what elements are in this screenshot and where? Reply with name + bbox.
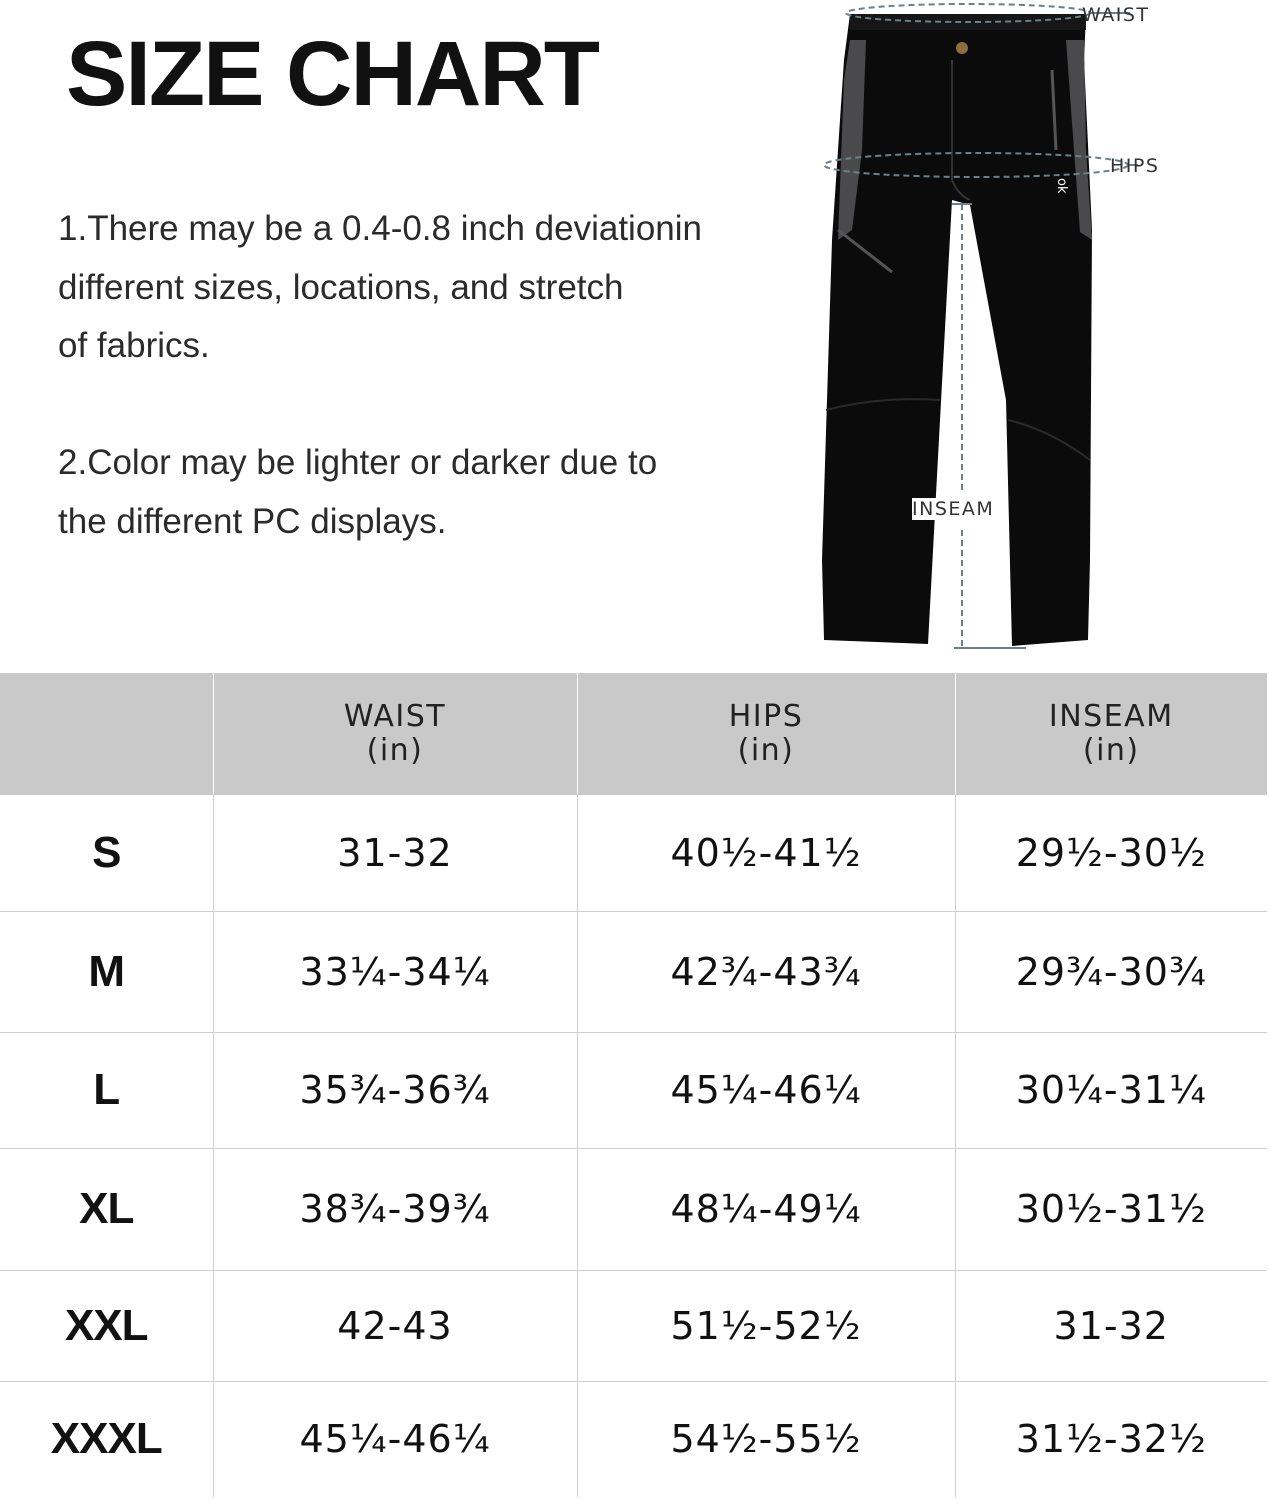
column-name: HIPS (728, 699, 804, 734)
inseam-cell: 31½-32½ (955, 1381, 1267, 1497)
waist-label: WAIST (1082, 4, 1150, 26)
size-notes (58, 200, 758, 551)
waist-cell: 45¼-46¼ (213, 1381, 577, 1497)
column-unit: (in) (1082, 733, 1140, 768)
waist-cell: 33¼-34¼ (213, 911, 577, 1032)
note-line: 1.There may be a 0.4-0.8 inch deviationin (58, 209, 702, 248)
hips-cell: 51½-52½ (577, 1270, 955, 1381)
page-title: SIZE CHART (66, 23, 598, 125)
hips-cell: 54½-55½ (577, 1381, 955, 1497)
inseam-cell: 31-32 (955, 1270, 1267, 1381)
button-icon (956, 42, 968, 54)
note-line: 2.Color may be lighter or darker due to (58, 443, 658, 482)
pants-measurement-diagram (780, 0, 1220, 660)
size-cell: M (0, 911, 213, 1032)
waist-cell: 35¾-36¾ (213, 1032, 577, 1148)
table-row (0, 911, 1267, 1032)
column-name: WAIST (343, 699, 447, 734)
hips-cell: 40½-41½ (577, 795, 955, 911)
column-unit: (in) (737, 733, 795, 768)
note-1 (58, 200, 758, 376)
size-column-header (0, 673, 213, 795)
note-line: of fabrics. (58, 326, 210, 365)
note-line: the different PC displays. (58, 501, 447, 541)
inseam-label: INSEAM (912, 498, 995, 520)
size-cell: L (0, 1032, 213, 1148)
column-name: INSEAM (1048, 699, 1174, 734)
note-line: different sizes, locations, and stretch (58, 267, 624, 307)
hips-cell: 45¼-46¼ (577, 1032, 955, 1148)
inseam-cell: 30½-31½ (955, 1148, 1267, 1270)
waist-cell: 42-43 (213, 1270, 577, 1381)
waist-cell: 38¾-39¾ (213, 1148, 577, 1270)
waist-cell: 31-32 (213, 795, 577, 911)
waist-column-header (213, 673, 577, 795)
brand-logo: ok (1054, 178, 1069, 194)
table-header-row (0, 673, 1267, 795)
size-table (0, 673, 1267, 1497)
size-cell: XXL (0, 1270, 213, 1381)
note-2 (58, 434, 758, 551)
size-cell: XL (0, 1148, 213, 1270)
hips-cell: 48¼-49¼ (577, 1148, 955, 1270)
inseam-column-header (955, 673, 1267, 795)
inseam-cell: 30¼-31¼ (955, 1032, 1267, 1148)
note-spacer (58, 376, 758, 435)
table-row (0, 795, 1267, 911)
table-row (0, 1032, 1267, 1148)
hips-label: HIPS (1110, 155, 1160, 177)
table-row (0, 1381, 1267, 1497)
hips-column-header (577, 673, 955, 795)
inseam-cell: 29¾-30¾ (955, 911, 1267, 1032)
hips-cell: 42¾-43¾ (577, 911, 955, 1032)
size-cell: S (0, 795, 213, 911)
inseam-cell: 29½-30½ (955, 795, 1267, 911)
table-row (0, 1148, 1267, 1270)
column-unit: (in) (366, 733, 424, 768)
size-cell: XXXL (50, 1414, 162, 1464)
pants-illustration (780, 0, 1220, 660)
table-row (0, 1270, 1267, 1381)
